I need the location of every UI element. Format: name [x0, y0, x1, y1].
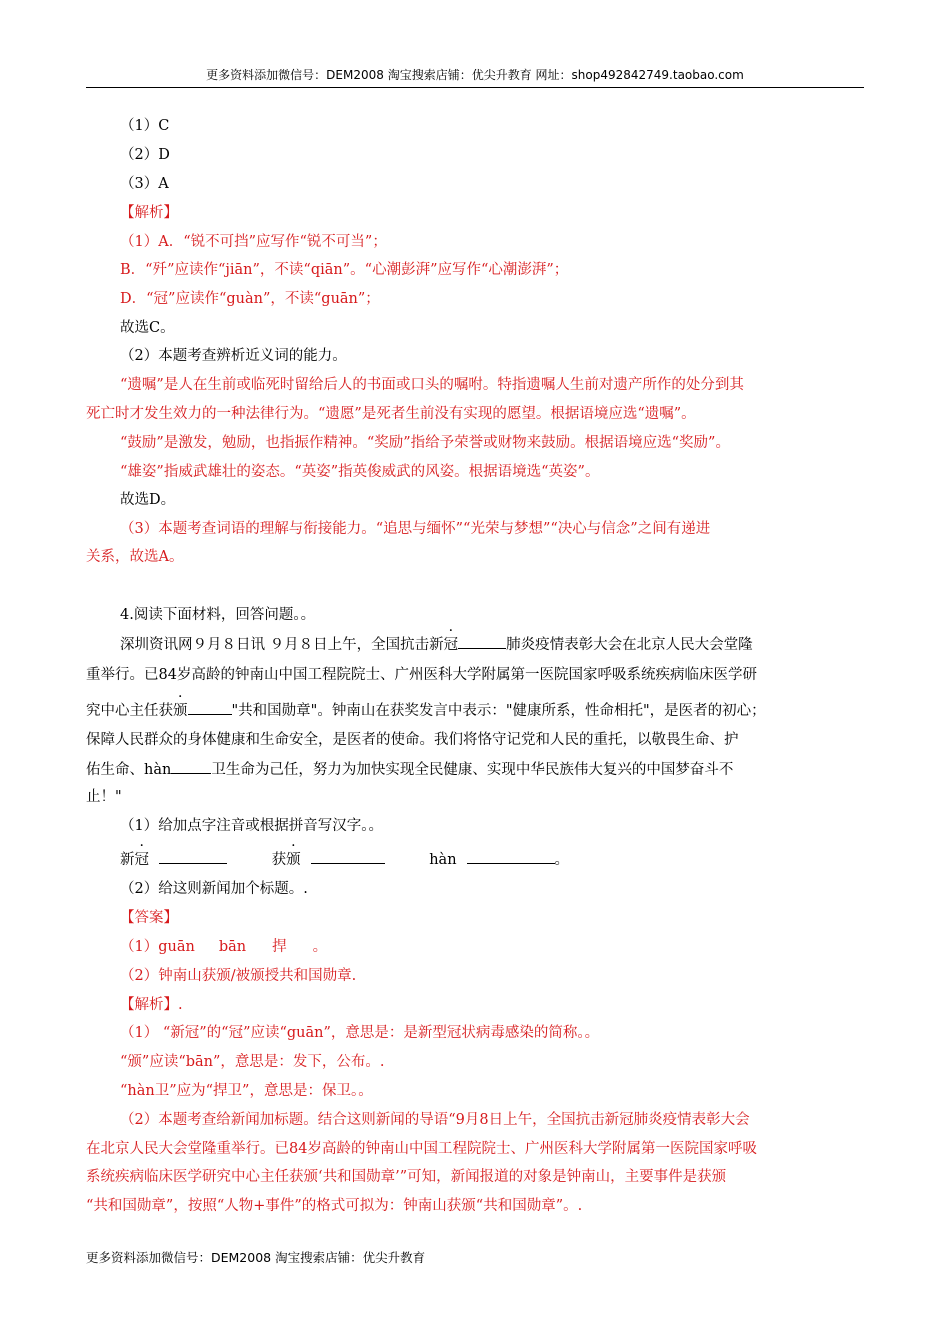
fill-blank	[188, 700, 232, 715]
fill-blank	[311, 849, 385, 864]
passage-line: 究中心主任获颁 "共和国勋章"。钟南山在获奖发言中表示："健康所系，性命相托"，是医者的初心；	[86, 700, 766, 721]
analysis-line: 关系，故选A。	[86, 549, 184, 565]
passage-line: 保障人民群众的身体健康和生命安全，是医者的使命。我们将恪守记党和人民的重托，以敬畏生命、护	[86, 732, 739, 748]
analysis-label: 【解析】.	[120, 997, 183, 1013]
analysis-line: “颁”应读“bān”，意思是：发下，公布。.	[120, 1054, 385, 1070]
answer-label: 【答案】	[120, 910, 178, 926]
fill-blank	[467, 849, 555, 864]
sub-question: （2）给这则新闻加个标题。.	[120, 881, 308, 897]
analysis-line: B．“歼”应读作“jiān”，不读“qiān”。“心潮彭湃”应写作“心潮澎湃”；	[120, 262, 569, 278]
analysis-line: 故选D。	[120, 492, 176, 508]
answer-line: （1）guān bān 捍 。	[120, 939, 328, 955]
analysis-line: “雄姿”指威武雄壮的姿态。“英姿”指英俊威武的风姿。根据语境选“英姿”。	[120, 464, 600, 480]
dotted-char: 颁	[173, 703, 188, 719]
answer-line: （2）D	[120, 147, 170, 163]
analysis-line: 系统疾病临床医学研究中心主任获颁‘共和国勋章’”可知，新闻报道的对象是钟南山，主要事件是获颁	[86, 1169, 727, 1185]
dotted-char: 冠	[443, 637, 459, 653]
passage-line: 止！"	[86, 789, 122, 805]
fill-blank	[159, 849, 227, 864]
fill-blank	[171, 759, 211, 774]
analysis-line: 死亡时才发生效力的一种法律行为。“遗愿”是死者生前没有实现的愿望。根据语境应选“遗嘱”。	[86, 406, 696, 422]
answer-line: （1）C	[120, 118, 170, 134]
analysis-line: （2）本题考查给新闻加标题。结合这则新闻的导语“9月8日上午，全国抗击新冠肺炎疫情表彰大会	[120, 1112, 750, 1128]
answer-line: （3）A	[120, 176, 169, 192]
analysis-line: （3）本题考查词语的理解与衔接能力。“追思与缅怀”“光荣与梦想”“决心与信念”之间有递进	[120, 521, 711, 537]
page-footer: 更多资料添加微信号：DEM2008 淘宝搜索店铺：优尖升教育	[86, 1250, 426, 1265]
passage-line: 深圳资讯网９月８日讯 ９月８日上午，全国抗击新冠 肺炎疫情表彰大会在北京人民大会堂隆	[120, 634, 753, 655]
analysis-line: 在北京人民大会堂隆重举行。已84岁高龄的钟南山中国工程院院士、广州医科大学附属第一医院国家呼吸	[86, 1141, 757, 1157]
analysis-line: “鼓励”是激发，勉励，也指振作精神。“奖励”指给予荣誉或财物来鼓励。根据语境应选“奖励”。	[120, 435, 730, 451]
page-header: 更多资料添加微信号：DEM2008 淘宝搜索店铺：优尖升教育 网址：shop492842749.taobao.com	[206, 68, 744, 82]
question-title: 4.阅读下面材料，回答问题。。	[120, 607, 316, 623]
analysis-line: “共和国勋章”，按照“人物+事件”的格式可拟为：钟南山获颁“共和国勋章”。.	[86, 1198, 583, 1214]
header-divider	[86, 87, 864, 88]
analysis-line: 故选C。	[120, 320, 175, 336]
analysis-label: 【解析】	[120, 205, 178, 221]
analysis-line: （2）本题考查辨析近义词的能力。	[120, 348, 347, 364]
analysis-line: “hàn卫”应为“捍卫”，意思是：保卫。。	[120, 1083, 373, 1099]
fill-line: 新冠 获颁 hàn 。	[120, 849, 569, 870]
sub-question: （1）给加点字注音或根据拼音写汉字。。	[120, 818, 383, 834]
analysis-line: D．“冠”应读作“guàn”，不读“guān”；	[120, 291, 380, 307]
passage-line: 佑生命、hàn 卫生命为己任，努力为加快实现全民健康、实现中华民族伟大复兴的中国梦奋斗不	[86, 759, 733, 780]
passage-line: 重举行。已84岁高龄的钟南山中国工程院院士、广州医科大学附属第一医院国家呼吸系统疾病临床医学研	[86, 667, 757, 683]
analysis-line: （1）A．“锐不可挡”应写作“锐不可当”；	[120, 234, 387, 250]
answer-line: （2）钟南山获颁/被颁授共和国勋章.	[120, 968, 357, 984]
analysis-line: “遗嘱”是人在生前或临死时留给后人的书面或口头的嘱咐。特指遗嘱人生前对遗产所作的处分到其	[120, 377, 744, 393]
fill-blank	[458, 634, 506, 649]
analysis-line: （1） “新冠”的“冠”应读“guān”，意思是：是新型冠状病毒感染的简称。。	[120, 1025, 600, 1041]
